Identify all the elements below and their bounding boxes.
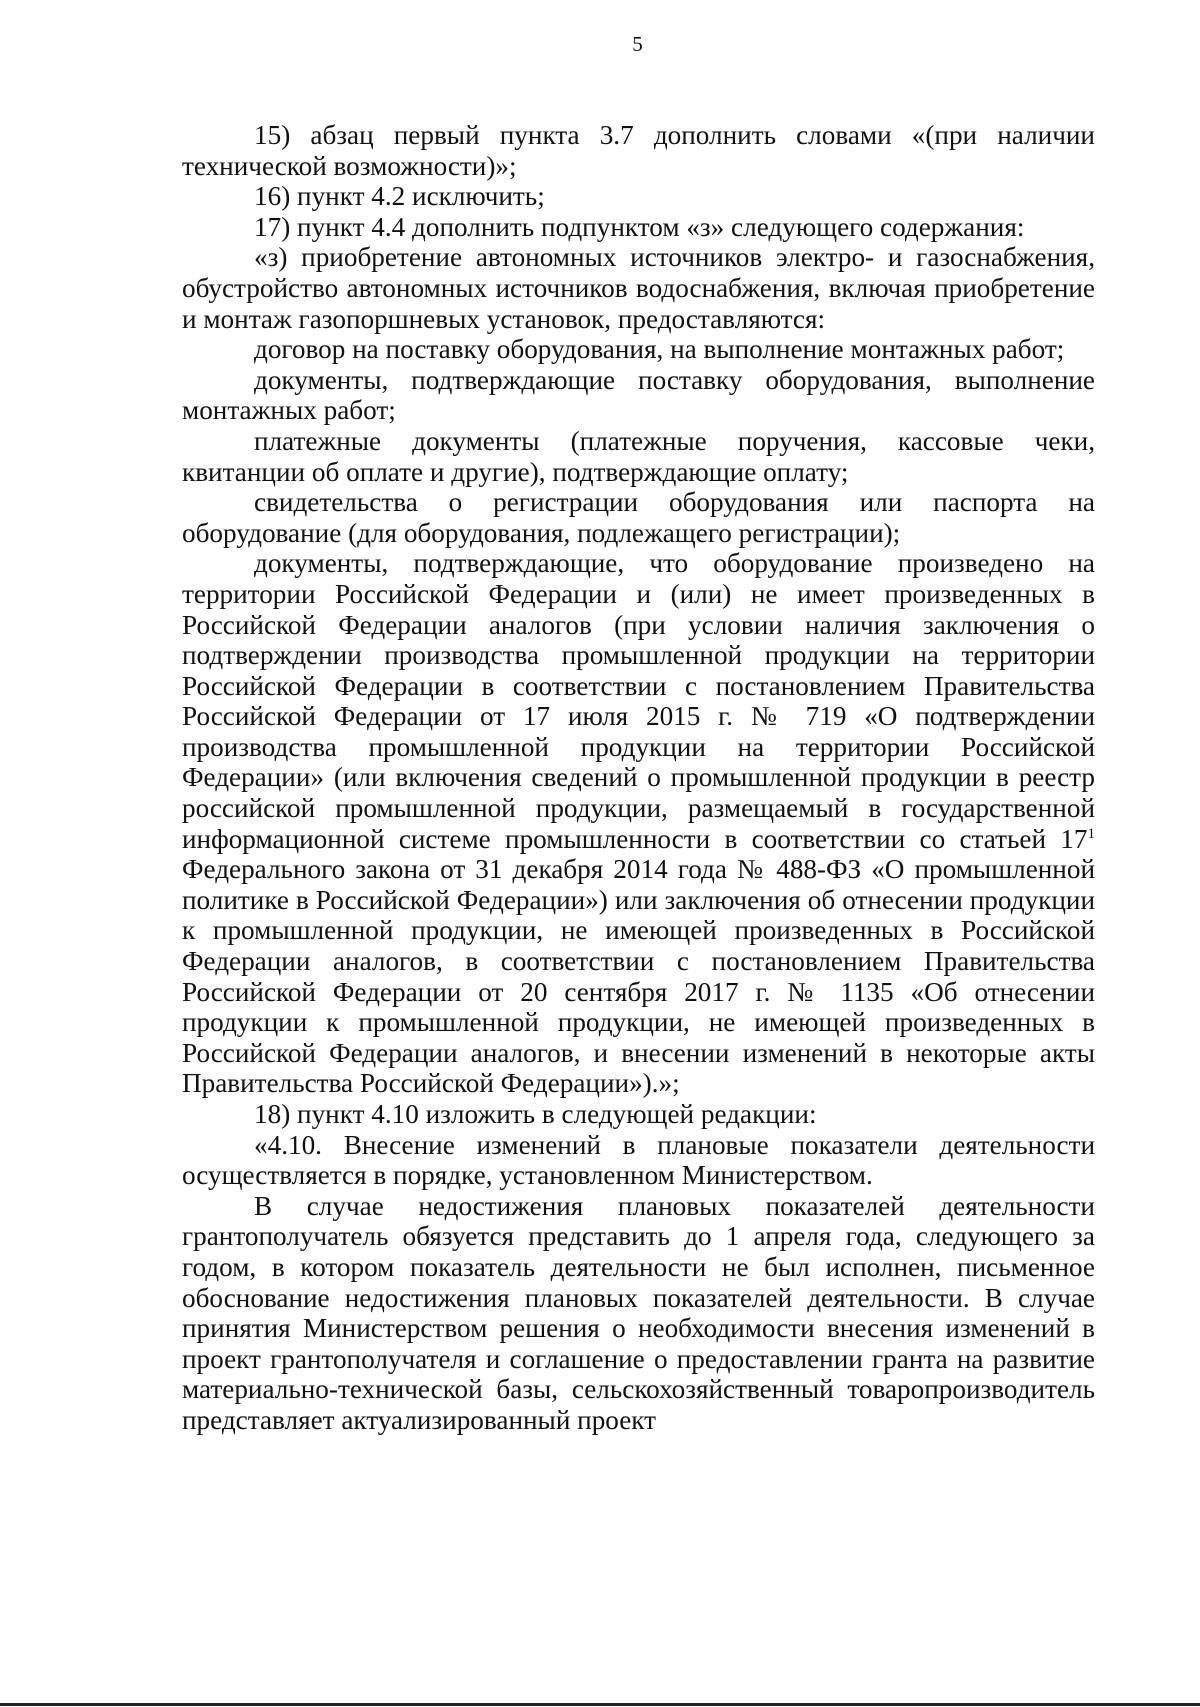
paragraph-subitem-z: «з) приобретение автономных источников электро- и газоснабжения, обустройство автономных источников водоснабжения, включая приобретение и монтаж газопоршневых установок, предоставляются: bbox=[182, 242, 1095, 334]
bottom-edge-line bbox=[0, 1703, 1200, 1706]
page-number: 5 bbox=[632, 32, 643, 56]
origin-text-after: Федерального закона от 31 декабря 2014 года № 488-ФЗ «О промышленной политике в Российской Федерации») или заключения об отнесении продукции к промышленной продукции, не имеющей произведенных в Российской Федерации аналогов, в соответствии с постановлением Правительства Российской Федерации от 20 сентября 2017 г. № 1135 «Об отнесении продукции к промышленной продукции, не имеющей произведенных в Российской Федерации аналогов, и внесении изменений в некоторые акты Правительства Российской Федерации»).»; bbox=[182, 854, 1095, 1099]
paragraph-item-16: 16) пункт 4.2 исключить; bbox=[254, 181, 545, 212]
paragraph-registration-certificates: свидетельства о регистрации оборудования или паспорта на оборудование (для оборудования, подлежащего регистрации); bbox=[182, 487, 1095, 548]
paragraph-payment-documents: платежные документы (платежные поручения, кассовые чеки, квитанции об оплате и другие), подтверждающие оплату; bbox=[182, 425, 1095, 487]
paragraph-item-17: 17) пункт 4.4 дополнить подпунктом «з» следующего содержания: bbox=[254, 211, 1025, 242]
paragraph-item-18: 18) пункт 4.10 изложить в следующей редакции: bbox=[254, 1099, 817, 1129]
document-body bbox=[182, 120, 1095, 1436]
paragraph-4-10: «4.10. Внесение изменений в плановые показатели деятельности осуществляется в порядке, установленном Министерством. bbox=[182, 1129, 1095, 1191]
origin-text-before: документы, подтверждающие, что оборудование произведено на территории Российской Федерации и (или) не имеет произведенных в Российской Федерации аналогов (при условии наличия заключения о подтверждении производства промышленной продукции на территории Российской Федерации в соответствии с постановлением Правительства Российской Федерации от 17 июля 2015 г. № 719 «О подтверждении производства промышленной продукции на территории Российской Федерации» (или включения сведений о промышленной продукции в реестр российской промышленной продукции, размещаемый в государственной информационной системе промышленности в соответствии со статьей 17 bbox=[182, 548, 1095, 854]
article-superscript: 1 bbox=[1087, 825, 1095, 842]
paragraph-delivery-documents: документы, подтверждающие поставку оборудования, выполнение монтажных работ; bbox=[182, 364, 1095, 426]
paragraph-non-achievement: В случае недостижения плановых показателей деятельности грантополучатель обязуется представить до 1 апреля года, следующего за годом, в котором показатель деятельности не был исполнен, письменное обоснование недостижения плановых показателей деятельности. В случае принятия Министерством решения о необходимости внесения изменений в проект грантополучателя и соглашение о предоставлении гранта на развитие материально-технической базы, сельскохозяйственный товаропроизводитель представляет актуализированный проект bbox=[182, 1190, 1095, 1435]
paragraph-origin-documents bbox=[182, 548, 1095, 1099]
paragraph-item-15: 15) абзац первый пункта 3.7 дополнить словами «(при наличии технической возможности)»; bbox=[182, 120, 1095, 181]
paragraph-contract: договор на поставку оборудования, на выполнение монтажных работ; bbox=[254, 334, 1065, 365]
